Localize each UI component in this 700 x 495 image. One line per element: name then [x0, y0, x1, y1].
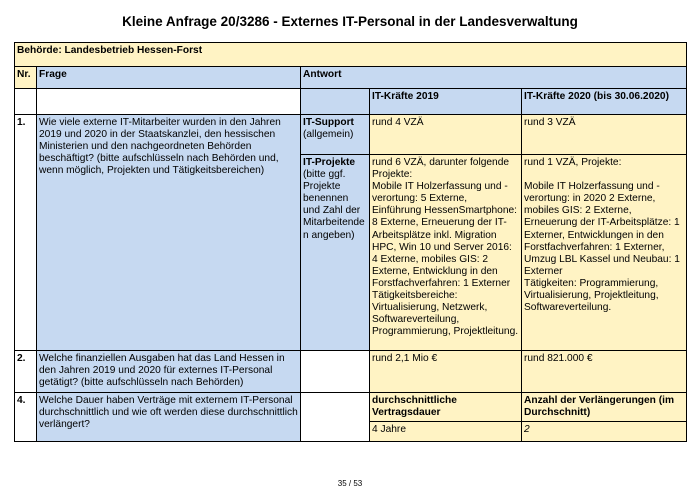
- q2-2019: rund 2,1 Mio €: [370, 351, 522, 393]
- answer-table: [14, 42, 687, 442]
- empty-cell: [301, 393, 370, 442]
- q1-frage: Wie viele externe IT-Mitarbeiter wurden in den Jahren 2019 und 2020 in der Staatskanzlei, den hessischen Ministerien und den nachgeordneten Behörden beschäftigt? (bitte aufschlüsseln nach Behörden und, wenn möglich, Projekten und Tätigkeitsbereichen): [37, 115, 301, 351]
- header-2020: IT-Kräfte 2020 (bis 30.06.2020): [522, 89, 687, 115]
- q1-support-2020: rund 3 VZÄ: [522, 115, 687, 155]
- header-nr: Nr.: [15, 67, 37, 89]
- q1-projekte-2020: rund 1 VZÄ, Projekte: Mobile IT Holzerfassung und -verortung: in 2020 2 Externe, mobiles GIS: 2 Externe, Erneuerung der IT-Arbeitsplätze: 1 Externer, Entwicklungen in den Forstfachverfahren: 1 Externer, Umzug LBL Kassel und Neubau: 1 Externer Tätigkeiten: Programmierung, Virtualisierung, Projektleitung, Softwareverteilung.: [522, 155, 687, 351]
- page-number: 35 / 53: [337, 479, 363, 488]
- header-frage: Frage: [37, 67, 301, 89]
- empty-cell: [301, 351, 370, 393]
- empty-cell: [301, 89, 370, 115]
- q1-support-label-cell: [301, 115, 370, 155]
- q1-projekte-label: IT-Projekte: [303, 157, 356, 168]
- q4-frage: Welche Dauer haben Verträge mit externem IT-Personal durchschnittlich und wie oft werden diese durchschnittlich verlängert?: [37, 393, 301, 442]
- empty-cell: [37, 89, 301, 115]
- q1-projekte-2019: rund 6 VZÄ, darunter folgende Projekte: Mobile IT Holzerfassung und -verortung: 5 Externe, Einführung HessenSmartphone: 8 Externe, Erneuerung der IT-Arbeitsplätze inkl. Migration HPC, Win 10 und Server 2016: 4 Externe, mobiles GIS: 2 Externe, Entwicklung in den Forstfachverfahren: 1 Externer Tätigkeitsbereiche: Virtualisierung, Netzwerk, Softwareverteilung, Programmierung, Projektleitung.: [370, 155, 522, 351]
- q4-head-dauer: durchschnittliche Vertragsdauer: [370, 393, 522, 422]
- header-antwort: Antwort: [301, 67, 687, 89]
- q1-projekte-sub: (bitte ggf. Projekte benennen und Zahl der Mitarbeitenden angeben): [303, 169, 365, 241]
- empty-cell: [15, 89, 37, 115]
- q4-nr: 4.: [15, 393, 37, 442]
- authority-header: Behörde: Landesbetrieb Hessen-Forst: [15, 43, 687, 67]
- q4-val-dauer: 4 Jahre: [370, 422, 522, 442]
- q4-val-verlaengerungen: 2: [522, 422, 687, 442]
- q1-projekte-label-cell: [301, 155, 370, 351]
- q1-support-label: IT-Support: [303, 117, 354, 128]
- page-title: Kleine Anfrage 20/3286 - Externes IT-Personal in der Landesverwaltung: [122, 14, 578, 29]
- q1-support-2019: rund 4 VZÄ: [370, 115, 522, 155]
- q4-head-verlaengerungen: Anzahl der Verlängerungen (im Durchschnitt): [522, 393, 687, 422]
- q2-2020: rund 821.000 €: [522, 351, 687, 393]
- header-2019: IT-Kräfte 2019: [370, 89, 522, 115]
- q1-nr: 1.: [15, 115, 37, 351]
- q2-nr: 2.: [15, 351, 37, 393]
- q2-frage: Welche finanziellen Ausgaben hat das Land Hessen in den Jahren 2019 und 2020 für externes IT-Personal getätigt? (bitte aufschlüsseln nach Behörden): [37, 351, 301, 393]
- q1-support-sub: (allgemein): [303, 129, 354, 141]
